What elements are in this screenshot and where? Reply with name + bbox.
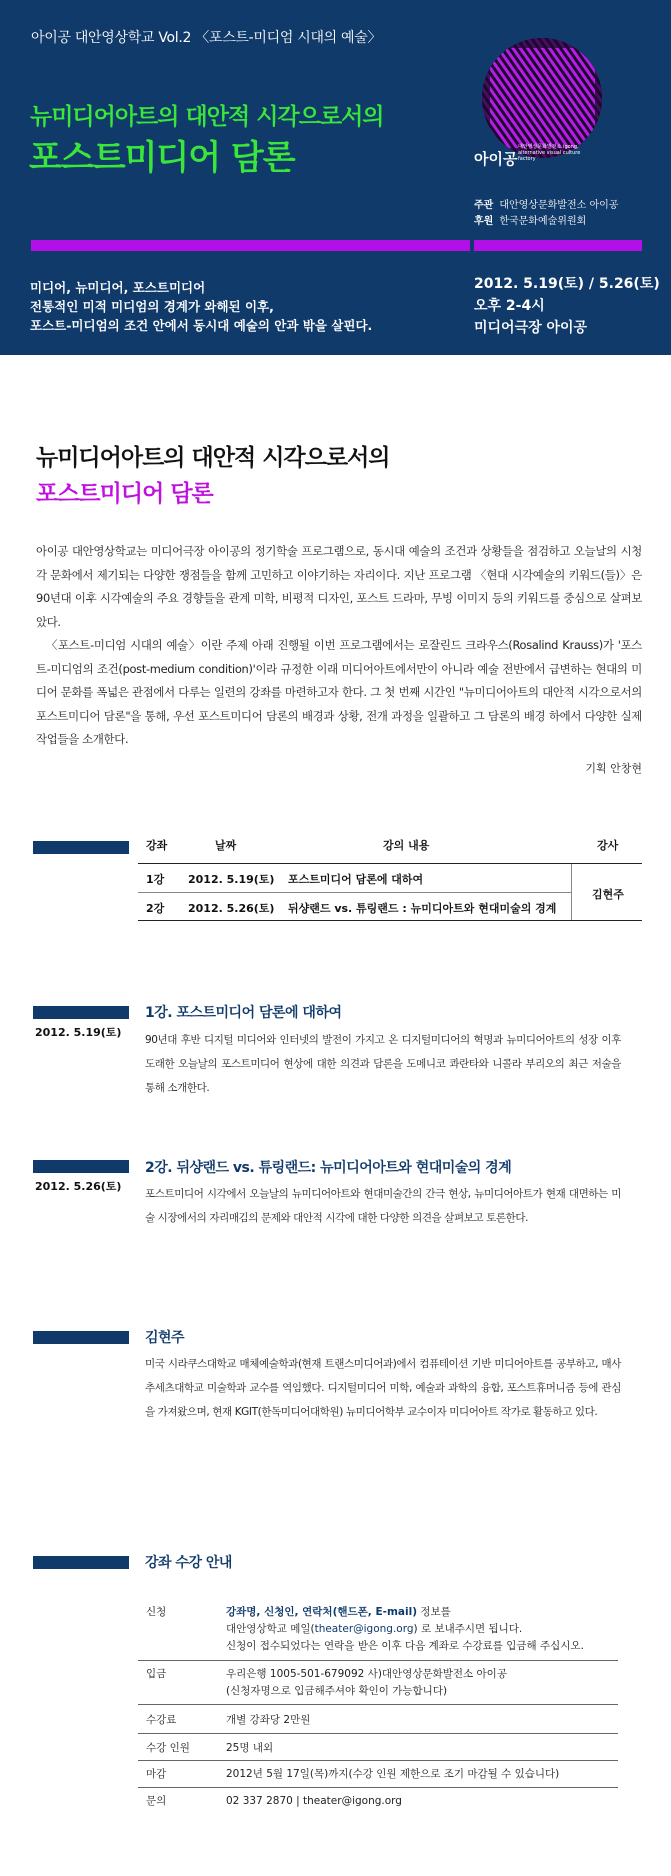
sponsor-label: 후원 <box>474 216 494 227</box>
logo-stripes-icon <box>482 38 602 158</box>
intro-paragraph-1: 아이공 대안영상학교는 미디어극장 아이공의 정기학술 프로그램으로, 동시대 예술의 조건과 상황들을 점검하고 오늘날의 시청각 문화에서 제기되는 다양한 쟁점들을 함께 고민하고 이야기하는 자리이다. 지난 프로그램 〈현대 시각예술의 키워드(들)〉은 90년대 이후 시각예술의 주요 경향들을 관계 미학, 비평적 디자인, 포스트 드라마, 무빙 이미지 등의 키워드를 중심으로 살펴보았다. <box>36 544 642 629</box>
session2-title: 2강. 뒤샹랜드 vs. 튜링랜드: 뉴미디어아트와 현대미술의 경계 <box>145 1160 512 1176</box>
intro-text <box>36 540 642 752</box>
info-rule-1 <box>138 1660 618 1661</box>
schedule-row1-date: 2012. 5.19(토) <box>188 873 275 886</box>
info-row-apply <box>138 1604 618 1664</box>
apply-line3: 신청이 접수되었다는 연락을 받은 이후 다음 계좌로 수강료를 입금해 주십시오. <box>226 1640 584 1652</box>
deposit-label: 입금 <box>146 1668 167 1680</box>
igong-logo-graphic <box>482 38 602 158</box>
deadline-label: 마감 <box>146 1768 167 1780</box>
session1-bar <box>33 1006 129 1019</box>
banner-tagline <box>30 278 372 335</box>
apply-line2-post: ) 로 보내주시면 됩니다. <box>413 1623 523 1635</box>
session1-description: 90년대 후반 디지털 미디어와 인터넷의 발전이 가지고 온 디지털미디어의 혁명과 뉴미디어아트의 성장 이후 도래한 오늘날의 포스트미디어 현상에 대한 의견과 담론을 도메니코 콰란타와 니콜라 부리오의 최근 저술을 통해 소개한다. <box>145 1034 621 1094</box>
logo-small-text: 대안영상문화발전소 igong, alternative visual culture factory <box>518 144 581 162</box>
schedule-row2-content: 뒤샹랜드 vs. 튜링랜드 : 뉴미디아트와 현대미술의 경계 <box>288 902 557 915</box>
lecturer-bio: 미국 시라쿠스대학교 매체예술학과(현재 트랜스미디어과)에서 컴퓨테이션 기반 미디어아트를 공부하고, 매사추세츠대학교 미술학과 교수를 역임했다. 디지털미디어 미학, 예술과 과학의 융합, 포스트휴머니즘 등에 관심을 가져왔으며, 현재 KGIT(한독미디어대학원) 뉴미디어학부 교수이자 미디어아트 작가로 활동하고 있다. <box>145 1358 621 1418</box>
host-info <box>474 198 618 230</box>
tagline-line2: 전통적인 미적 미디엄의 경계가 와해된 이후, <box>30 299 274 314</box>
header-banner <box>0 0 671 355</box>
deposit-value <box>226 1666 507 1700</box>
apply-highlight: 강좌명, 신청인, 연락처(핸드폰, E-mail) <box>226 1606 418 1618</box>
schedule-bottom-rule <box>138 920 642 921</box>
banner-title-line2: 포스트미디어 담론 <box>29 138 295 178</box>
accent-bar-left <box>31 240 470 251</box>
logo-name: 아이공 <box>474 150 518 168</box>
schedule-mid-rule <box>138 892 571 893</box>
accent-bar-right <box>474 240 642 251</box>
event-dates <box>474 273 660 339</box>
schedule-section-bar <box>33 841 129 854</box>
session2-description: 포스트미디어 시각에서 오늘날의 뉴미디어아트와 현대미술간의 간극 현상, 뉴미디어아트가 현재 대면하는 미술 시장에서의 자리매김의 문제와 대안적 시각에 대한 다양한 의견을 살펴보고 토론한다. <box>145 1188 621 1224</box>
capacity-value: 25명 내외 <box>226 1742 274 1754</box>
intro-paragraph-2: 〈포스트-미디엄 시대의 예술〉이란 주제 아래 진행될 이번 프로그램에서는 로잘린드 크라우스(Rosalind Krauss)가 '포스트-미디엄의 조건(post-medium condition)'이라 규정한 이래 미디어아트에서만이 아니라 예술 전반에서 급변하는 현대의 미디어 문화를 폭넓은 관점에서 다루는 일련의 강좌를 마련하고자 한다. 그 첫 번째 시간인 "뉴미디어아트의 대안적 시각으로서의 포스트미디어 담론"을 통해, 우선 포스트미디어 담론의 배경과 상황, 전개 과정을 일괄하고 그 담론의 배경 하에서 다양한 실제 작업들을 소개한다. <box>36 638 642 746</box>
schedule-column-divider <box>571 864 572 920</box>
event-date: 2012. 5.19(토) / 5.26(토) <box>474 276 660 292</box>
tagline-line3: 포스트-미디엄의 조건 안에서 동시대 예술의 안과 밖을 살핀다. <box>30 318 373 333</box>
apply-value <box>226 1604 584 1655</box>
intro-heading-line1: 뉴미디어아트의 대안적 시각으로서의 <box>36 445 390 471</box>
schedule-header-content: 강의 내용 <box>383 839 430 852</box>
info-rule-2 <box>138 1704 618 1705</box>
schedule-row2-no: 2강 <box>146 902 165 915</box>
banner-title-line1: 뉴미디어아트의 대안적 시각으로서의 <box>30 104 384 130</box>
deposit-line2: (신청자명으로 입금해주셔야 확인이 가능합니다) <box>226 1685 448 1697</box>
event-time: 오후 2-4시 <box>474 298 545 314</box>
schedule-row2-date: 2012. 5.26(토) <box>188 902 275 915</box>
lecturer-bar <box>33 1331 129 1344</box>
intro-heading-line2: 포스트미디어 담론 <box>36 481 213 507</box>
apply-line2-pre: 대안영상학교 메일( <box>226 1623 315 1635</box>
schedule-header-lecturer: 강사 <box>597 839 619 852</box>
info-section-bar <box>33 1556 129 1569</box>
tagline-line1: 미디어, 뉴미디어, 포스트미디어 <box>30 280 206 295</box>
fee-label: 수강료 <box>146 1714 177 1726</box>
schedule-lecturer: 김현주 <box>592 888 624 901</box>
schedule-header-date: 날짜 <box>215 839 237 852</box>
schedule-row1-no: 1강 <box>146 873 165 886</box>
event-venue: 미디어극장 아이공 <box>474 320 588 336</box>
lecturer-name: 김현주 <box>145 1330 185 1346</box>
sponsor-value: 한국문화예술위원회 <box>499 216 587 227</box>
apply-email-link[interactable]: theater@igong.org <box>314 1623 414 1635</box>
deadline-value: 2012년 5월 17일(목)까지(수강 인원 제한으로 조기 마감될 수 있습니다) <box>226 1768 560 1780</box>
session2-bar <box>33 1160 129 1173</box>
apply-label: 신청 <box>146 1606 167 1618</box>
apply-line1-rest: 정보를 <box>417 1606 451 1618</box>
host-value: 대안영상문화발전소 아이공 <box>499 200 619 211</box>
info-rule-3 <box>138 1733 618 1734</box>
contact-value: 02 337 2870 | theater@igong.org <box>226 1795 402 1807</box>
session2-date: 2012. 5.26(토) <box>35 1180 122 1193</box>
contact-label: 문의 <box>146 1795 167 1807</box>
fee-value: 개별 강좌당 2만원 <box>226 1714 311 1726</box>
capacity-label: 수강 인원 <box>146 1742 190 1754</box>
schedule-header-no: 강좌 <box>146 839 168 852</box>
session1-title: 1강. 포스트미디어 담론에 대하여 <box>145 1005 342 1021</box>
planner-credit: 기획 안창현 <box>585 762 642 775</box>
host-label: 주관 <box>474 200 494 211</box>
schedule-row1-content: 포스트미디어 담론에 대하여 <box>288 873 424 886</box>
info-rule-4 <box>138 1760 618 1761</box>
deposit-line1: 우리은행 1005-501-679092 사)대안영상문화발전소 아이공 <box>226 1668 507 1680</box>
series-title: 아이공 대안영상학교 Vol.2 〈포스트-미디엄 시대의 예술〉 <box>31 30 382 46</box>
info-rule-5 <box>138 1787 618 1788</box>
schedule-top-rule <box>138 863 642 864</box>
session1-date: 2012. 5.19(토) <box>35 1026 122 1039</box>
info-heading: 강좌 수강 안내 <box>145 1555 232 1571</box>
